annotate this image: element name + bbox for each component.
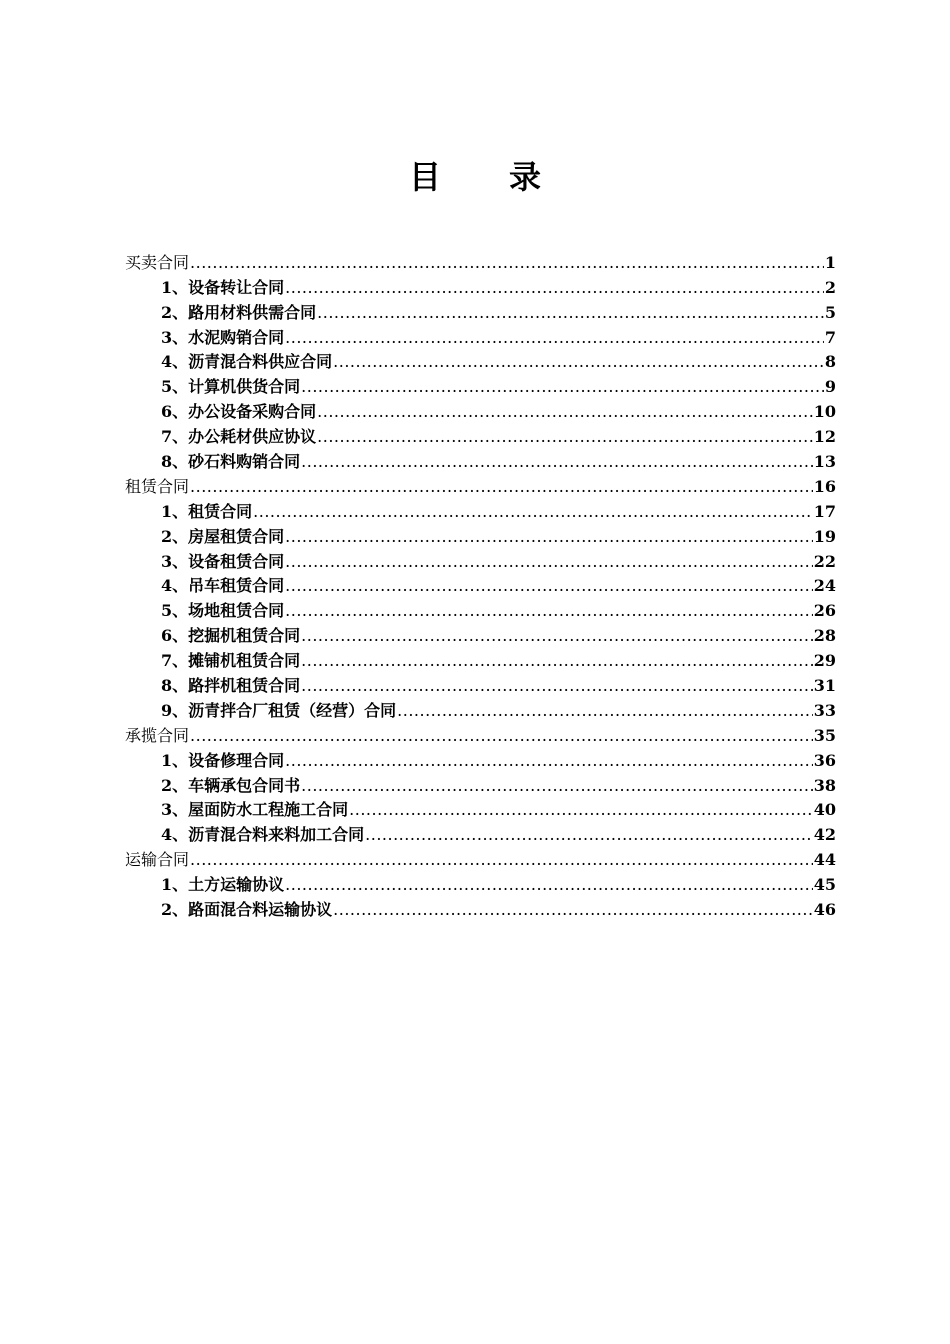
toc-entry-label: 4、沥青混合料来料加工合同 — [161, 825, 365, 845]
toc-entry-label: 运输合同 — [125, 850, 190, 870]
toc-dot-leader — [301, 651, 813, 671]
toc-page-number: 16 — [813, 476, 836, 496]
toc-dot-leader — [301, 676, 813, 696]
toc-section-row[interactable] — [125, 248, 836, 273]
toc-dot-leader — [301, 626, 813, 646]
toc-section-row[interactable] — [125, 845, 836, 870]
toc-entry-label: 2、路用材料供需合同 — [161, 302, 317, 322]
toc-dot-leader — [301, 377, 824, 397]
toc-page-number: 42 — [813, 825, 836, 845]
toc-entry-label: 5、场地租赁合同 — [161, 601, 285, 621]
toc-entry-label: 3、屋面防水工程施工合同 — [161, 800, 349, 820]
toc-entry-label: 6、办公设备采购合同 — [161, 402, 317, 422]
toc-item-row[interactable] — [125, 323, 836, 348]
toc-dot-leader — [285, 576, 813, 596]
toc-entry-label: 2、路面混合料运输协议 — [161, 900, 333, 920]
toc-page-number: 19 — [813, 526, 836, 546]
toc-page-number: 46 — [813, 900, 836, 920]
toc-entry-label: 2、车辆承包合同书 — [161, 775, 301, 795]
toc-page-number: 40 — [813, 800, 836, 820]
toc-entry-label: 7、办公耗材供应协议 — [161, 427, 317, 447]
toc-page-number: 35 — [813, 725, 836, 745]
toc-dot-leader — [190, 253, 824, 273]
toc-page-number: 24 — [813, 576, 836, 596]
toc-page-number: 31 — [813, 676, 836, 696]
toc-dot-leader — [253, 502, 813, 522]
toc-dot-leader — [301, 452, 813, 472]
toc-page-number: 29 — [813, 651, 836, 671]
toc-item-row[interactable] — [125, 397, 836, 422]
toc-item-row[interactable] — [125, 372, 836, 397]
toc-entry-label: 3、设备租赁合同 — [161, 551, 285, 571]
toc-page-number: 33 — [813, 700, 836, 720]
toc-entry-label: 7、摊铺机租赁合同 — [161, 651, 301, 671]
toc-entry-label: 租赁合同 — [125, 476, 190, 496]
toc-dot-leader — [317, 427, 813, 447]
toc-page-number: 5 — [824, 302, 836, 322]
toc-page-number: 38 — [813, 775, 836, 795]
toc-dot-leader — [333, 352, 824, 372]
toc-page-number: 7 — [824, 327, 836, 347]
toc-entry-label: 6、挖掘机租赁合同 — [161, 626, 301, 646]
toc-entry-label: 4、吊车租赁合同 — [161, 576, 285, 596]
toc-dot-leader — [349, 800, 813, 820]
toc-item-row[interactable] — [125, 447, 836, 472]
toc-entry-label: 买卖合同 — [125, 252, 190, 272]
toc-page-number: 45 — [813, 875, 836, 895]
toc-dot-leader — [301, 776, 813, 796]
toc-item-row[interactable] — [125, 273, 836, 298]
toc-item-row[interactable] — [125, 696, 836, 721]
toc-dot-leader — [397, 701, 813, 721]
toc-entry-label: 承揽合同 — [125, 725, 190, 745]
toc-dot-leader — [190, 726, 813, 746]
toc-page-number: 8 — [824, 352, 836, 372]
toc-item-row[interactable] — [125, 298, 836, 323]
toc-item-row[interactable] — [125, 771, 836, 796]
page-title — [0, 152, 950, 198]
toc-entry-label: 1、设备转让合同 — [161, 277, 285, 297]
toc-item-row[interactable] — [125, 596, 836, 621]
table-of-contents — [125, 248, 836, 920]
toc-item-row[interactable] — [125, 572, 836, 597]
toc-page-number: 22 — [813, 551, 836, 571]
toc-entry-label: 1、土方运输协议 — [161, 875, 285, 895]
toc-section-row[interactable] — [125, 472, 836, 497]
toc-section-row[interactable] — [125, 721, 836, 746]
toc-page-number: 9 — [824, 377, 836, 397]
toc-dot-leader — [285, 328, 824, 348]
toc-item-row[interactable] — [125, 820, 836, 845]
toc-item-row[interactable] — [125, 547, 836, 572]
toc-item-row[interactable] — [125, 646, 836, 671]
toc-page-number: 26 — [813, 601, 836, 621]
toc-entry-label: 5、计算机供货合同 — [161, 377, 301, 397]
toc-item-row[interactable] — [125, 870, 836, 895]
title-char-2: 录 — [509, 158, 542, 196]
toc-entry-label: 1、设备修理合同 — [161, 750, 285, 770]
toc-item-row[interactable] — [125, 746, 836, 771]
toc-dot-leader — [317, 303, 824, 323]
toc-page-number: 17 — [813, 501, 836, 521]
toc-entry-label: 2、房屋租赁合同 — [161, 526, 285, 546]
toc-item-row[interactable] — [125, 497, 836, 522]
toc-dot-leader — [333, 900, 813, 920]
toc-entry-label: 9、沥青拌合厂租赁（经营）合同 — [161, 700, 397, 720]
toc-page-number: 2 — [824, 277, 836, 297]
toc-dot-leader — [285, 552, 813, 572]
toc-item-row[interactable] — [125, 621, 836, 646]
toc-item-row[interactable] — [125, 348, 836, 373]
toc-item-row[interactable] — [125, 671, 836, 696]
toc-item-row[interactable] — [125, 796, 836, 821]
toc-page-number: 10 — [813, 402, 836, 422]
toc-dot-leader — [285, 875, 813, 895]
title-char-1: 目 — [408, 158, 441, 196]
toc-dot-leader — [285, 527, 813, 547]
toc-dot-leader — [190, 850, 813, 870]
toc-page-number: 36 — [813, 750, 836, 770]
toc-dot-leader — [285, 601, 813, 621]
toc-entry-label: 4、沥青混合料供应合同 — [161, 352, 333, 372]
toc-item-row[interactable] — [125, 895, 836, 920]
toc-dot-leader — [285, 751, 813, 771]
toc-dot-leader — [190, 477, 813, 497]
toc-page-number: 44 — [813, 850, 836, 870]
toc-dot-leader — [365, 825, 813, 845]
toc-item-row[interactable] — [125, 522, 836, 547]
toc-page-number: 28 — [813, 626, 836, 646]
toc-entry-label: 3、水泥购销合同 — [161, 327, 285, 347]
toc-page-number: 1 — [824, 252, 836, 272]
toc-entry-label: 1、租赁合同 — [161, 501, 253, 521]
toc-page-number: 12 — [813, 427, 836, 447]
toc-dot-leader — [317, 402, 813, 422]
toc-entry-label: 8、砂石料购销合同 — [161, 452, 301, 472]
toc-item-row[interactable] — [125, 422, 836, 447]
toc-page-number: 13 — [813, 452, 836, 472]
toc-entry-label: 8、路拌机租赁合同 — [161, 676, 301, 696]
toc-dot-leader — [285, 278, 824, 298]
